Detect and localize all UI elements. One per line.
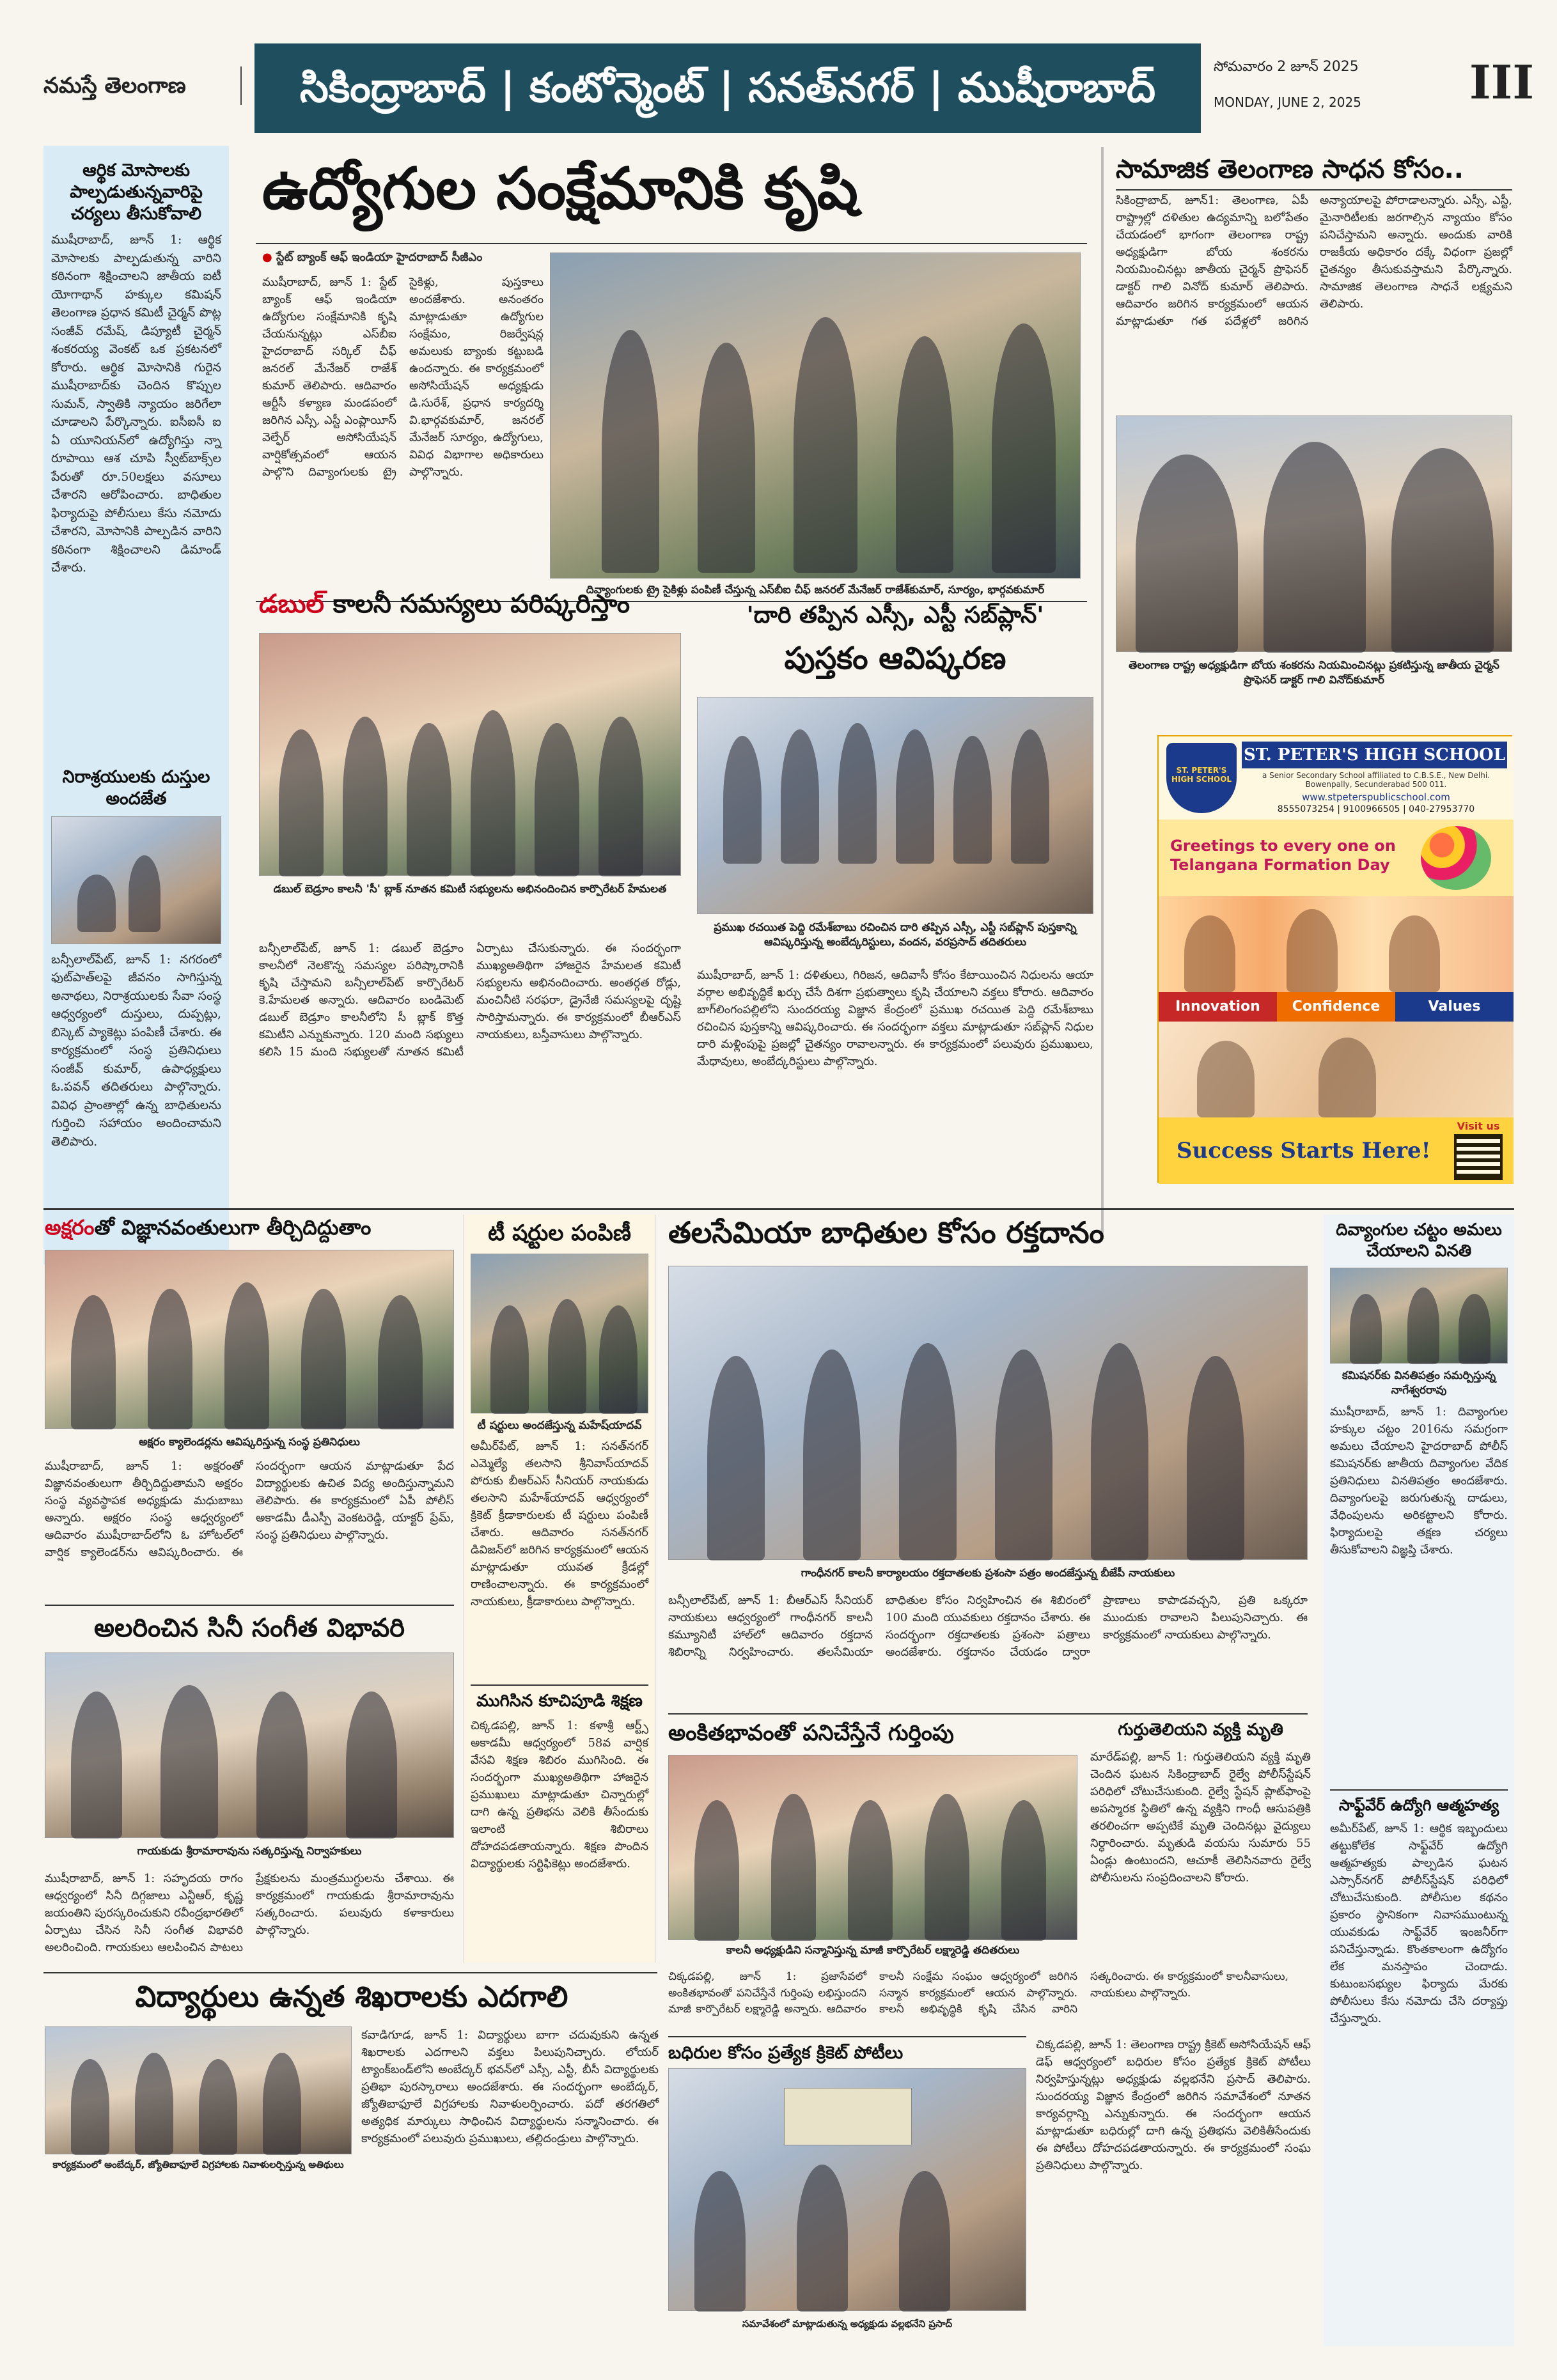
cricket-photo: [668, 2068, 1026, 2311]
ad-logo-text: ST. PETER'S HIGH SCHOOL: [1171, 766, 1232, 784]
ad-pill-innovation: Innovation: [1159, 992, 1277, 1022]
double-headline-red: డబుల్: [259, 589, 324, 619]
flower-bouquet-icon: [1421, 826, 1491, 890]
main-body: ముషీరాబాద్, జూన్ 1: స్టేట్ బ్యాంక్ ఆఫ్ ఇండియా ఉద్యోగుల సంక్షేమానికి కృషి చేయనున్నట్లు ఎస్‌బీఐ హైదరాబాద్ సర్కిల్ చీఫ్ జనరల్ మేనేజర్ రాజేశ్ కుమార్ తెలిపారు. ఆదివారం ఆర్టీసీ కళ్యాణ మండపంలో జరిగిన ఎస్సీ, ఎస్టీ ఎంప్లాయీస్ వెల్ఫేర్ అసోసియేషన్ వార్షికోత్సవంలో ఆయన పాల్గొని దివ్యాంగులకు ట్రై సైకిళ్లు, పుస్తకాలు అందజేశారు. అనంతరం మాట్లాడుతూ ఉద్యోగుల సంక్షేమం, రిజర్వేషన్ల అమలుకు బ్యాంకు కట్టుబడి ఉందన్నారు. ఈ కార్యక్రమంలో అసోసియేషన్ అధ్యక్షుడు డి.సురేశ్, ప్రధాన కార్యదర్శి వి.భార్గవకుమార్, జనరల్ మేనేజర్ సూర్యం, ఉద్యోగులు, వివిధ విభాగాల అధికారులు పాల్గొన్నారు.: [262, 276, 544, 479]
tshirt-headline: టీ షర్టుల పంపిణీ: [488, 1220, 631, 1246]
tshirt-body: అమీర్‌పేట్, జూన్ 1: సనత్‌నగర్ ఎమ్మెల్యే తలసాని శ్రీనివాస్‌యాదవ్ పోరుకు బీఆర్‌ఎస్ సీనియర్ నాయకుడు తలసాని మహేశ్‌యాదవ్ ఆధ్వర్యంలో క్రికెట్ క్రీడాకారులకు టీ షర్టులు పంపిణీ చేశారు. ఆదివారం సనత్‌నగర్ డివిజన్‌లో జరిగిన కార్యక్రమంలో ఆయన మాట్లాడుతూ యువత క్రీడల్లో రాణించాలన్నారు. ఈ కార్యక్రమంలో నాయకులు, క్రీడాకారులు పాల్గొన్నారు.: [471, 1440, 648, 1609]
disabled-headline: దివ్యాంగుల చట్టం అమలు చేయాలని వినతి: [1336, 1220, 1502, 1261]
masthead: [43, 40, 1535, 137]
blood-headline: తలసేమియా బాధితుల కోసం రక్తదానం: [668, 1215, 1104, 1250]
cricket-headline: బధిరుల కోసం ప్రత్యేక క్రికెట్ పోటీలు: [668, 2036, 1026, 2064]
ad-pill-values: Values: [1395, 992, 1514, 1022]
akshara-photo: [45, 1250, 454, 1429]
main-headline: ఉద్యోగుల సంక్షేమానికి కృషి: [262, 155, 858, 222]
main-kicker-text: స్టేట్ బ్యాంక్ ఆఫ్ ఇండియా హైదరాబాద్ సీజీఎం: [276, 251, 483, 264]
book-body: ముషీరాబాద్, జూన్ 1: దళితులు, గిరిజన, ఆదివాసీ కోసం కేటాయించిన నిధులను ఆయా వర్గాల అభివృద్ధికే ఖర్చు చేసే దిశగా ప్రభుత్వాలు కృషి చేయాలని వక్తలు కోరారు. ఆదివారం బాగ్‌లింగంపల్లిలోని సుందరయ్య విజ్ఞాన కేంద్రంలో ప్రముఖ రచయిత పెద్ది రమేశ్‌బాబు రచించిన పుస్తకాన్ని ఆవిష్కరించారు. ఈ సందర్భంగా వక్తలు మాట్లాడుతూ సబ్‌ప్లాన్ నిధుల దారి మళ్లింపుపై ప్రజల్లో చైతన్యం రావాలన్నారు. ఈ కార్యక్రమంలో పలువురు ప్రముఖులు, మేధావులు, అంబేద్కరిస్టులు పాల్గొన్నారు.: [697, 968, 1093, 1068]
camp-body: చిక్కడపల్లి, జూన్ 1: కళాశ్రీ ఆర్ట్స్ అకాడమీ ఆధ్వర్యంలో 58వ వార్షిక వేసవి శిక్షణ శిబిరం ముగిసింది. ఈ సందర్భంగా ముఖ్యఅతిథిగా హాజరైన ప్రముఖులు మాట్లాడుతూ చిన్నారుల్లో దాగి ఉన్న ప్రతిభను వెలికి తీసేందుకు ఇలాంటి శిబిరాలు దోహదపడతాయన్నారు. శిక్షణ పొందిన విద్యార్థులకు సర్టిఫికెట్లు అందజేశారు.: [471, 1718, 648, 1871]
social-headline: సామాజిక తెలంగాణ సాధన కోసం..: [1116, 153, 1512, 191]
sidebar2-photo: [51, 816, 221, 944]
cine-headline: అలరించిన సినీ సంగీత విభావరి: [45, 1605, 454, 1644]
double-headline-rest: కాలనీ సమస్యలు పరిష్కరిస్తాం: [333, 589, 630, 619]
book-photo: [697, 697, 1093, 914]
akshara-headline-rest: తో విజ్ఞానవంతులుగా తీర్చిదిద్దుతాం: [94, 1215, 372, 1240]
ad-greeting-panel: [1159, 820, 1514, 896]
ad-greeting: Greetings to every one on Telangana Formation Day: [1170, 837, 1396, 874]
main-caption: దివ్యాంగులకు ట్రై సైకిళ్లు పంపిణీ చేస్తున్న ఎస్‌బీఐ చీఫ్ జనరల్ మేనేజర్ రాజేశ్‌కుమార్, సూర్యం, భార్గవకుమార్: [586, 584, 1045, 596]
date-english: MONDAY, JUNE 2, 2025: [1214, 95, 1361, 110]
blood-body: బన్సీలాల్‌పేట్, జూన్ 1: బీఆర్‌ఎస్ సీనియర్ నాయకులు ఆధ్వర్యంలో గాంధీనగర్ కాలనీ కమ్యూనిటీ హాల్‌లో ఆదివారం రక్తదాన శిబిరాన్ని నిర్వహించారు. తలసేమియా బాధితుల కోసం నిర్వహించిన ఈ శిబిరంలో 100 మంది యువకులు రక్తదానం చేశారు. ఈ సందర్భంగా రక్తదాతలకు ప్రశంసా పత్రాలు అందజేశారు. రక్తదానం చేయడం ద్వారా ప్రాణాలు కాపాడవచ్చని, ప్రతి ఒక్కరూ ముందుకు రావాలని పిలుపునిచ్చారు. ఈ కార్యక్రమంలో నాయకులు పాల్గొన్నారు.: [668, 1594, 1308, 1659]
ankitha-headline: అంకితభావంతో పనిచేస్తేనే గుర్తింపు: [668, 1720, 954, 1746]
students-headline: విద్యార్థులు ఉన్నత శిఖరాలకు ఎదగాలి: [135, 1979, 568, 2014]
disabled-caption: కమిషనర్‌కు వినతిపత్రం సమర్పిస్తున్న నాగేశ్వరరావు: [1342, 1369, 1496, 1397]
unknown-headline: గుర్తుతెలియని వ్యక్తి మృతి: [1118, 1720, 1283, 1739]
software-headline: సాఫ్ట్‌వేర్ ఉద్యోగి ఆత్మహత్య: [1330, 1789, 1508, 1815]
ad-kids-photo: [1159, 1022, 1514, 1117]
ad-photo-strip: [1159, 896, 1514, 992]
sidebar2-headline: నిరాశ్రయులకు దుస్తుల అందజేత: [62, 767, 210, 809]
main-photo: [550, 253, 1081, 579]
edition-title: సికింద్రాబాద్ | కంటోన్మెంట్ | సనత్‌నగర్ | ముషీరాబాద్: [254, 43, 1201, 133]
cine-photo: [45, 1653, 454, 1838]
akshara-body: ముషీరాబాద్, జూన్ 1: అక్షరంతో విజ్ఞానవంతులుగా తీర్చిదిద్దుతామని అక్షరం సంస్థ వ్యవస్థాపక అధ్యక్షుడు మధుబాబు అన్నారు. అక్షరం సంస్థ ఆధ్వర్యంలో ఆదివారం ముషీరాబాద్‌లోని ఓ హోటల్‌లో వార్షిక క్యాలెండర్‌ను ఆవిష్కరించారు. ఈ సందర్భంగా ఆయన మాట్లాడుతూ పేద విద్యార్థులకు ఉచిత విద్య అందిస్తున్నామని తెలిపారు. ఈ కార్యక్రమంలో ఏపీ పోలీస్ అకాడమీ డీఎస్పీ వెంకటరెడ్డి, యాక్టర్ ప్రేమ్, సంస్థ ప్రతినిధులు పాల్గొన్నారు.: [45, 1459, 454, 1559]
akshara-caption: అక్షరం క్యాలెండర్లను ఆవిష్కరిస్తున్న సంస్థ ప్రతినిధులు: [139, 1436, 360, 1449]
brand-name: నమస్తే తెలంగాణ: [43, 66, 242, 105]
double-headline: [259, 588, 694, 620]
double-body: బన్సీలాల్‌పేట్, జూన్ 1: డబుల్ బెడ్రూం కాలనీలో నెలకొన్న సమస్యల పరిష్కారానికి కృషి చేస్తామని బన్సీలాల్‌పేట్ కార్పొరేటర్ కె.హేమలత అన్నారు. ఆదివారం బండిమెట్ డబుల్ బెడ్రూం కాలనీలోని సీ బ్లాక్ కొత్త కమిటీని ఎన్నుకున్నారు. 120 మంది సభ్యులు కలిసి 15 మంది సభ్యులతో నూతన కమిటీ ఏర్పాటు చేసుకున్నారు. ఈ సందర్భంగా ముఖ్యఅతిథిగా హాజరైన హేమలత కమిటీ సభ్యులను అభినందించారు. అంతర్గత రోడ్లు, మంచినీటి సరఫరా, డ్రైనేజీ సమస్యలపై దృష్టి సారిస్తామన్నారు. ఈ కార్యక్రమంలో బీఆర్‌ఎస్ నాయకులు, బస్తీవాసులు పాల్గొన్నారు.: [259, 942, 681, 1059]
book-caption: ప్రముఖ రచయిత పెద్ది రమేశ్‌బాబు రచించిన దారి తప్పిన ఎస్సీ, ఎస్టీ సబ్‌ప్లాన్ పుస్తకాన్ని ఆవిష్కరిస్తున్న అంబేద్కరిస్టులు, వందన, వరప్రసాద్ తదితరులు: [714, 921, 1077, 949]
ad-visit-label: Visit us: [1457, 1120, 1500, 1132]
cine-caption: గాయకుడు శ్రీరామారావును సత్కరిస్తున్న నిర్వాహకులు: [137, 1845, 362, 1858]
ad-phones: 8555073254 | 9100966505 | 040-27953770: [1277, 804, 1475, 814]
book-headline-1: 'దారి తప్పిన ఎస్సీ, ఎస్టీ సబ్‌ప్లాన్': [746, 602, 1044, 628]
software-body: అమీర్‌పేట్, జూన్ 1: ఆర్థిక ఇబ్బందులు తట్టుకోలేక సాఫ్ట్‌వేర్ ఉద్యోగి ఆత్మహత్యకు పాల్పడిన ఘటన ఎస్సార్‌నగర్ పోలీస్‌స్టేషన్ పరిధిలో చోటుచేసుకుంది. పోలీసుల కథనం ప్రకారం స్థానికంగా నివాసముంటున్న యువకుడు సాఫ్ట్‌వేర్ ఇంజనీర్‌గా పనిచేస్తున్నాడు. కొంతకాలంగా ఉద్యోగం లేక మనస్తాపం చెందాడు. కుటుంబసభ్యుల ఫిర్యాదు మేరకు పోలీసులు కేసు నమోదు చేసి దర్యాప్తు చేస్తున్నారు.: [1330, 1821, 1508, 2025]
left-sidebar: [43, 146, 229, 1264]
students-photo: [45, 2026, 352, 2154]
camp-headline: ముగిసిన కూచిపూడి శిక్షణ: [471, 1684, 648, 1712]
unknown-body: మారేడ్‌పల్లి, జూన్ 1: గుర్తుతెలియని వ్యక్తి మృతి చెందిన ఘటన సికింద్రాబాద్ రైల్వే పోలీస్‌స్టేషన్ పరిధిలో చోటుచేసుకుంది. రైల్వే స్టేషన్ ప్లాట్‌ఫాంపై అపస్మారక స్థితిలో ఉన్న వ్యక్తిని గాంధీ ఆసుపత్రికి తరలించగా అప్పటికే మృతి చెందినట్లు వైద్యులు నిర్ధారించారు. మృతుడి వయసు సుమారు 55 ఏండ్లు ఉంటుందని, ఆచూకీ తెలిసినవారు రైల్వే పోలీసులను సంప్రదించాలని కోరారు.: [1090, 1750, 1311, 1885]
akshara-headline: [45, 1215, 454, 1240]
cricket-body: చిక్కడపల్లి, జూన్ 1: తెలంగాణ రాష్ట్ర క్రికెట్ అసోసియేషన్ ఆఫ్ డెఫ్ ఆధ్వర్యంలో బధిరుల కోసం ప్రత్యేక క్రికెట్ పోటీలు నిర్వహిస్తున్నట్లు అధ్యక్షుడు వల్లభనేని ప్రసాద్ తెలిపారు. సుందరయ్య విజ్ఞాన కేంద్రంలో జరిగిన సమావేశంలో నూతన కార్యవర్గాన్ని ఎన్నుకున్నారు. ఈ సందర్భంగా ఆయన మాట్లాడుతూ బధిరుల్లో దాగి ఉన్న ప్రతిభను వెలికితీసేందుకు ఈ పోటీలు దోహదపడతాయన్నారు. ఈ కార్యక్రమంలో సంఘ ప్రతినిధులు పాల్గొన్నారు.: [1036, 2038, 1311, 2172]
book-headline-2: పుస్తకం ఆవిష్కరణ: [784, 641, 1006, 676]
school-ad[interactable]: [1157, 735, 1512, 1183]
ad-website[interactable]: www.stpeterspublicschool.com: [1302, 791, 1450, 803]
social-photo: [1116, 416, 1512, 652]
sidebar1-headline: ఆర్థిక మోసాలకు పాల్పడుతున్నవారిపై చర్యలు తీసుకోవాలి: [70, 160, 203, 224]
ankitha-caption: కాలనీ అధ్యక్షుడిని సన్మానిస్తున్న మాజీ కార్పొరేటర్ లక్ష్మారెడ్డి తదితరులు: [726, 1944, 1020, 1957]
cine-body: ముషీరాబాద్, జూన్ 1: సహృదయ రాగం ఆధ్వర్యంలో సినీ దిగ్గజాలు ఎన్టీఆర్, కృష్ణ జయంతిని పురస్కరించుకుని రవీంద్రభారతిలో ఏర్పాటు చేసిన సినీ సంగీత విభావరి అలరించింది. గాయకులు ఆలపించిన పాటలు ప్రేక్షకులను మంత్రముగ్ధులను చేశాయి. ఈ కార్యక్రమంలో గాయకుడు శ్రీరామారావును సత్కరించారు. పలువురు కళాకారులు పాల్గొన్నారు.: [45, 1872, 454, 1954]
ankitha-photo: [668, 1755, 1077, 1940]
tshirt-caption: టీ షర్టులు అందజేస్తున్న మహేష్‌యాదవ్: [477, 1419, 642, 1432]
tshirt-box: [464, 1215, 655, 1963]
disabled-box: [1324, 1215, 1514, 2346]
ad-tagline: Success Starts Here!: [1159, 1117, 1514, 1184]
social-body: సికింద్రాబాద్, జూన్1: తెలంగాణ, ఏపీ రాష్ట్రాల్లో దళితుల ఉద్యమాన్ని బలోపేతం చేయడంలో భాగంగా తెలంగాణ రాష్ట్ర అధ్యక్షుడిగా బోయ శంకరను నియమించినట్లు జాతీయ చైర్మన్ ప్రొఫెసర్ డాక్టర్ గాలి వినోద్ కుమార్ తెలిపారు. ఆదివారం జరిగిన కార్యక్రమంలో ఆయన మాట్లాడుతూ గత పదేళ్లలో జరిగిన అన్యాయాలపై పోరాడాలన్నారు. ఎస్సీ, ఎస్టీ, మైనారిటీలకు జరగాల్సిన న్యాయం కోసం పనిచేస్తామని అన్నారు. అందుకు వారికి రాజకీయ అధికారం దక్కే విధంగా ప్రజల్లో చైతన్యం తీసుకువస్తామని పేర్కొన్నారు. సామాజిక తెలంగాణ సాధనే లక్ష్యమని తెలిపారు.: [1116, 194, 1512, 328]
ad-logo: [1166, 743, 1237, 813]
qr-code-icon[interactable]: [1454, 1134, 1503, 1180]
main-kicker: [262, 251, 544, 267]
sidebar1-body: ముషీరాబాద్, జూన్ 1: ఆర్థిక మోసాలకు పాల్పడుతున్న వారిని కఠినంగా శిక్షించాలని జాతీయ ఐటీ యోగాథాన్ హక్కుల కమిషన్ తెలంగాణ ప్రధాన కమిటీ చైర్మన్ పొట్ల సంజీవ్ రమేష్, డిప్యూటీ చైర్మన్ శంకరయ్య వెంకట్ ఒక ప్రకటనలో కోరారు. ఆర్థిక మోసానికి గురైన ముషీరాబాద్‌కు చెందిన కొప్పుల సుమన్, స్వాతికి న్యాయం జరిగేలా చూడాలని పేర్కొన్నారు. ఐసీఐసీ ఐ ఏ యూనియన్‌లో ఉద్యోగిస్తు న్నా రూపాయి ఆశ చూపి స్వీట్‌బాక్స్‌ల పేరుతో రూ.50లక్షలు వసూలు చేశారని ఆరోపించారు. బాధితుల ఫిర్యాదుపై పోలీసులు కేసు నమోదు చేశారని, మోసానికి పాల్పడిన వారిని కఠినంగా శిక్షించాలని డిమాండ్ చేశారు.: [51, 233, 221, 575]
ad-school-name: ST. PETER'S HIGH SCHOOL: [1242, 742, 1507, 768]
tshirt-photo: [471, 1254, 648, 1413]
disabled-body: ముషీరాబాద్, జూన్ 1: దివ్యాంగుల హక్కుల చట్టం 2016ను సమగ్రంగా అమలు చేయాలని హైదరాబాద్ పోలీస్ కమిషనర్‌కు జాతీయ దివ్యాంగుల వేదిక ప్రతినిధులు వినతిపత్రం అందజేశారు. దివ్యాంగులపై జరుగుతున్న దాడులు, వేధింపులను అరికట్టాలని కోరారు. ఫిర్యాదులపై తక్షణ చర్యలు తీసుకోవాలని విజ్ఞప్తి చేశారు.: [1330, 1404, 1508, 1557]
kicker-bullet-icon: ●: [262, 251, 276, 264]
disabled-photo: [1330, 1268, 1508, 1364]
cricket-caption: సమావేశంలో మాట్లాడుతున్న అధ్యక్షుడు వల్లభనేని ప్రసాద్: [742, 2318, 953, 2329]
blood-photo: [668, 1266, 1308, 1560]
ad-affiliation: a Senior Secondary School affiliated to C.B.S.E., New Delhi. Bowenpally, Secunderabad 500 011.: [1262, 771, 1490, 789]
ad-header: [1159, 736, 1514, 820]
sidebar2-body: బన్సీలాల్‌పేట్, జూన్ 1: నగరంలో ఫుట్‌పాత్‌లపై జీవనం సాగిస్తున్న అనాథలు, నిరాశ్రయులకు సేవా సంస్థ ఆధ్వర్యంలో దుస్తులు, దుప్పట్లు, బిస్కెట్ ప్యాకెట్లు పంపిణీ చేశారు. ఈ కార్యక్రమంలో సంస్థ ప్రతినిధులు సంజీవ్ కుమార్, ఉపాధ్యక్షులు ఓ.పవన్ తదితరులు పాల్గొన్నారు. వివిధ ప్రాంతాల్లో ఉన్న బాధితులను గుర్తించి సహాయం అందించామని తెలిపారు.: [51, 952, 221, 1149]
students-caption: కార్యక్రమంలో అంబేద్కర్, జ్యోతిబాఫూలే విగ్రహాలకు నివాళులర్పిస్తున్న అతిథులు: [52, 2159, 344, 2170]
ad-pill-confidence: Confidence: [1277, 992, 1395, 1022]
date-telugu: సోమవారం 2 జూన్ 2025: [1214, 59, 1359, 75]
students-body: కవాడిగూడ, జూన్ 1: విద్యార్థులు బాగా చదువుకుని ఉన్నత శిఖరాలకు ఎదగాలని వక్తలు పిలుపునిచ్చారు. లోయర్ ట్యాంక్‌బండ్‌లోని అంబేద్కర్ భవన్‌లో ఎస్సీ, ఎస్టీ, బీసీ విద్యార్థులకు ప్రతిభా పురస్కారాలు అందజేశారు. ఈ సందర్భంగా అంబేద్కర్, జ్యోతిబాఫూలే విగ్రహాలకు నివాళులర్పించారు. పదో తరగతిలో అత్యధిక మార్కులు సాధించిన విద్యార్థులను సన్మానించారు. ఈ కార్యక్రమంలో పలువురు ప్రముఖులు, తల్లిదండ్రులు పాల్గొన్నారు.: [361, 2028, 659, 2145]
cricket-banner: [784, 2088, 912, 2145]
double-caption: డబుల్ బెడ్రూం కాలనీ 'సీ' బ్లాక్ నూతన కమిటీ సభ్యులను అభినందించిన కార్పొరేటర్ హేమలత: [273, 883, 667, 896]
page-number: III: [1469, 55, 1535, 109]
akshara-headline-red: అక్షరం: [45, 1215, 95, 1240]
ankitha-body: చిక్కడపల్లి, జూన్ 1: ప్రజాసేవలో అంకితభావంతో పనిచేస్తేనే గుర్తింపు లభిస్తుందని మాజీ కార్పొరేటర్ లక్ష్మారెడ్డి అన్నారు. ఆదివారం కాలనీ సంక్షేమ సంఘం ఆధ్వర్యంలో జరిగిన సన్మాన కార్యక్రమంలో ఆయన పాల్గొన్నారు. కాలనీ అభివృద్ధికి కృషి చేసిన వారిని సత్కరించారు. ఈ కార్యక్రమంలో కాలనీవాసులు, నాయకులు పాల్గొన్నారు.: [668, 1970, 1288, 2016]
social-caption: తెలంగాణ రాష్ట్ర అధ్యక్షుడిగా బోయ శంకరను నియమించినట్లు ప్రకటిస్తున్న జాతీయ చైర్మన్ ప్రొఫెసర్ డాక్టర్ గాలి వినోద్‌కుమార్: [1129, 659, 1499, 687]
double-photo: [259, 633, 681, 876]
blood-caption: గాంధీనగర్ కాలనీ కార్యాలయం రక్తదాతలకు ప్రశంసా పత్రం అందజేస్తున్న బీజేపీ నాయకులు: [801, 1567, 1175, 1580]
